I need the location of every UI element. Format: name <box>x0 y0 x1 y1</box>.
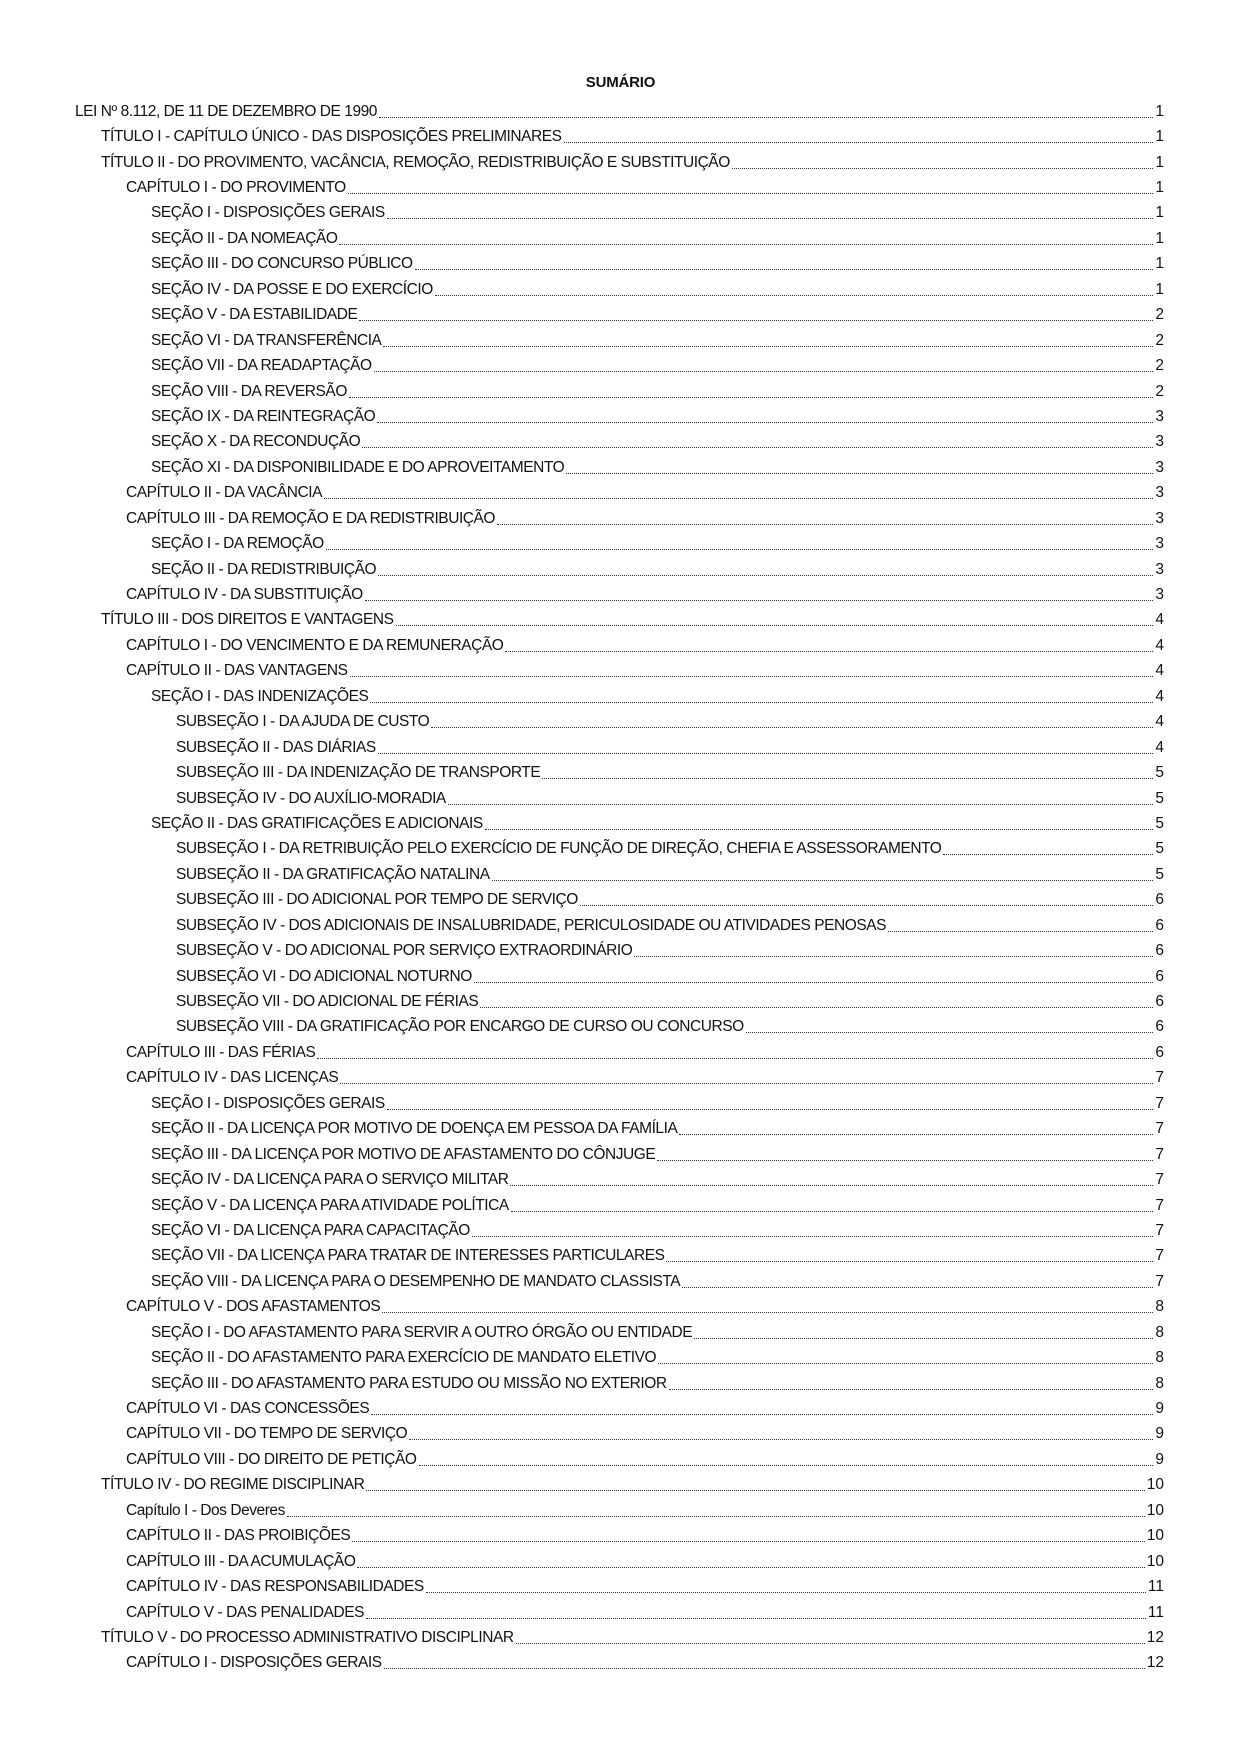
dot-leader <box>888 931 1153 932</box>
toc-entry-label: SEÇÃO VI - DA TRANSFERÊNCIA <box>151 331 382 349</box>
toc-entry[interactable] <box>0 989 1241 1014</box>
toc-entry-label: SEÇÃO I - DAS INDENIZAÇÕES <box>151 687 369 705</box>
toc-entry-label: SEÇÃO II - DAS GRATIFICAÇÕES E ADICIONAIS <box>151 814 483 832</box>
toc-entry-page-number: 4 <box>1155 611 1164 629</box>
dot-leader <box>732 168 1154 169</box>
toc-entry[interactable] <box>0 1396 1241 1421</box>
toc-entry-page-number: 6 <box>1155 916 1164 934</box>
table-of-contents <box>0 99 1241 1676</box>
toc-entry-label: CAPÍTULO III - DA REMOÇÃO E DA REDISTRIBUIÇÃO <box>126 509 496 527</box>
toc-entry[interactable] <box>0 964 1241 989</box>
toc-entry-page-number: 5 <box>1155 764 1164 782</box>
toc-entry[interactable] <box>0 252 1241 277</box>
dot-leader <box>287 1516 1145 1517</box>
toc-entry[interactable] <box>0 710 1241 735</box>
toc-entry[interactable] <box>0 379 1241 404</box>
toc-entry[interactable] <box>0 1574 1241 1599</box>
toc-entry-label: SUBSEÇÃO II - DAS DIÁRIAS <box>176 738 376 756</box>
toc-entry-label: CAPÍTULO VIII - DO DIREITO DE PETIÇÃO <box>126 1450 417 1468</box>
toc-entry[interactable] <box>0 353 1241 378</box>
toc-entry[interactable] <box>0 1625 1241 1650</box>
toc-entry[interactable] <box>0 455 1241 480</box>
toc-entry-label: CAPÍTULO VII - DO TEMPO DE SERVIÇO <box>126 1425 408 1443</box>
toc-entry[interactable] <box>0 1066 1241 1091</box>
toc-entry[interactable] <box>0 811 1241 836</box>
toc-entry-label: CAPÍTULO III - DAS FÉRIAS <box>126 1043 316 1061</box>
dot-leader <box>497 524 1153 525</box>
toc-entry-label: SEÇÃO I - DISPOSIÇÕES GERAIS <box>151 204 385 222</box>
dot-leader <box>542 778 1153 779</box>
dot-leader <box>350 676 1154 677</box>
toc-entry-page-number: 8 <box>1155 1323 1164 1341</box>
dot-leader <box>679 1134 1153 1135</box>
toc-entry-page-number: 1 <box>1155 128 1164 146</box>
toc-entry-label: SUBSEÇÃO IV - DO AUXÍLIO-MORADIA <box>176 789 446 807</box>
toc-entry[interactable] <box>0 1473 1241 1498</box>
toc-entry-page-number: 7 <box>1155 1196 1164 1214</box>
toc-entry-label: CAPÍTULO VI - DAS CONCESSÕES <box>126 1400 370 1418</box>
toc-entry[interactable] <box>0 557 1241 582</box>
toc-entry-label: TÍTULO I - CAPÍTULO ÚNICO - DAS DISPOSIÇÕES PRELIMINARES <box>101 128 562 146</box>
toc-entry[interactable] <box>0 201 1241 226</box>
dot-leader <box>657 1160 1153 1161</box>
toc-entry-label: SEÇÃO V - DA LICENÇA PARA ATIVIDADE POLÍTICA <box>151 1196 509 1214</box>
toc-entry-label: SUBSEÇÃO VI - DO ADICIONAL NOTURNO <box>176 967 472 985</box>
dot-leader <box>435 295 1154 296</box>
toc-entry-page-number: 3 <box>1155 407 1164 425</box>
toc-entry-page-number: 4 <box>1155 636 1164 654</box>
toc-entry-page-number: 10 <box>1146 1527 1164 1545</box>
dot-leader <box>510 1185 1153 1186</box>
toc-entry-page-number: 5 <box>1155 840 1164 858</box>
toc-entry-label: SEÇÃO IX - DA REINTEGRAÇÃO <box>151 407 376 425</box>
toc-entry-label: SEÇÃO I - DO AFASTAMENTO PARA SERVIR A OUTRO ÓRGÃO OU ENTIDADE <box>151 1323 693 1341</box>
toc-entry-page-number: 1 <box>1155 204 1164 222</box>
toc-entry-label: SEÇÃO IV - DA LICENÇA PARA O SERVIÇO MILITAR <box>151 1171 509 1189</box>
toc-entry-page-number: 5 <box>1155 789 1164 807</box>
toc-entry-label: SEÇÃO III - DO CONCURSO PÚBLICO <box>151 255 413 273</box>
dot-leader <box>485 829 1154 830</box>
toc-entry[interactable] <box>0 1193 1241 1218</box>
toc-entry[interactable] <box>0 277 1241 302</box>
dot-leader <box>387 218 1154 219</box>
dot-leader <box>419 1465 1154 1466</box>
toc-entry-label: SEÇÃO VIII - DA REVERSÃO <box>151 382 347 400</box>
toc-entry[interactable] <box>0 837 1241 862</box>
toc-entry-page-number: 12 <box>1146 1654 1164 1672</box>
toc-entry[interactable] <box>0 1549 1241 1574</box>
dot-leader <box>474 982 1153 983</box>
toc-entry-label: SEÇÃO II - DA NOMEAÇÃO <box>151 229 338 247</box>
toc-entry-label: SEÇÃO II - DA REDISTRIBUIÇÃO <box>151 560 377 578</box>
toc-entry-page-number: 7 <box>1155 1145 1164 1163</box>
toc-entry-label: CAPÍTULO IV - DAS RESPONSABILIDADES <box>126 1578 424 1596</box>
toc-entry-page-number: 1 <box>1155 179 1164 197</box>
dot-leader <box>340 1083 1153 1084</box>
dot-leader <box>634 956 1153 957</box>
dot-leader <box>359 320 1153 321</box>
dot-leader <box>384 1668 1145 1669</box>
toc-entry-page-number: 1 <box>1155 153 1164 171</box>
toc-entry[interactable] <box>0 735 1241 760</box>
toc-entry-page-number: 3 <box>1155 458 1164 476</box>
toc-entry-label: SEÇÃO III - DO AFASTAMENTO PARA ESTUDO OU MISSÃO NO EXTERIOR <box>151 1374 667 1392</box>
dot-leader <box>669 1389 1154 1390</box>
toc-entry-label: SEÇÃO III - DA LICENÇA POR MOTIVO DE AFASTAMENTO DO CÔNJUGE <box>151 1145 656 1163</box>
toc-entry-page-number: 5 <box>1155 814 1164 832</box>
toc-entry-label: SUBSEÇÃO III - DA INDENIZAÇÃO DE TRANSPORTE <box>176 764 541 782</box>
toc-entry[interactable] <box>0 862 1241 887</box>
toc-entry-page-number: 1 <box>1155 229 1164 247</box>
toc-entry[interactable] <box>0 1091 1241 1116</box>
toc-entry-label: CAPÍTULO III - DA ACUMULAÇÃO <box>126 1552 356 1570</box>
toc-entry-label: TÍTULO II - DO PROVIMENTO, VACÂNCIA, REMOÇÃO, REDISTRIBUIÇÃO E SUBSTITUIÇÃO <box>101 153 730 171</box>
toc-entry-page-number: 3 <box>1155 484 1164 502</box>
dot-leader <box>371 1414 1153 1415</box>
dot-leader <box>516 1643 1145 1644</box>
dot-leader <box>943 854 1153 855</box>
toc-entry-page-number: 4 <box>1155 662 1164 680</box>
toc-entry[interactable] <box>0 1524 1241 1549</box>
toc-entry-label: SEÇÃO II - DO AFASTAMENTO PARA EXERCÍCIO DE MANDATO ELETIVO <box>151 1349 657 1367</box>
dot-leader <box>472 1236 1154 1237</box>
toc-entry[interactable] <box>0 582 1241 607</box>
toc-entry[interactable] <box>0 938 1241 963</box>
toc-entry[interactable] <box>0 1371 1241 1396</box>
toc-entry-label: SEÇÃO VIII - DA LICENÇA PARA O DESEMPENHO DE MANDATO CLASSISTA <box>151 1272 681 1290</box>
dot-leader <box>324 498 1153 499</box>
toc-entry[interactable] <box>0 404 1241 429</box>
toc-entry-page-number: 7 <box>1155 1221 1164 1239</box>
toc-entry-page-number: 1 <box>1155 255 1164 273</box>
dot-leader <box>396 625 1154 626</box>
toc-entry-page-number: 3 <box>1155 560 1164 578</box>
toc-entry[interactable] <box>0 1600 1241 1625</box>
toc-entry-label: SUBSEÇÃO VII - DO ADICIONAL DE FÉRIAS <box>176 993 479 1011</box>
dot-leader <box>694 1338 1153 1339</box>
toc-entry[interactable] <box>0 506 1241 531</box>
toc-entry-page-number: 11 <box>1147 1603 1164 1621</box>
toc-entry[interactable] <box>0 481 1241 506</box>
toc-entry-label: TÍTULO III - DOS DIREITOS E VANTAGENS <box>101 611 394 629</box>
toc-entry-page-number: 6 <box>1155 891 1164 909</box>
dot-leader <box>357 1567 1144 1568</box>
toc-entry-page-number: 2 <box>1155 357 1164 375</box>
toc-entry-page-number: 6 <box>1155 993 1164 1011</box>
toc-entry[interactable] <box>0 1218 1241 1243</box>
toc-entry[interactable] <box>0 760 1241 785</box>
dot-leader <box>366 1618 1146 1619</box>
dot-leader <box>370 702 1153 703</box>
toc-entry-label: SEÇÃO VI - DA LICENÇA PARA CAPACITAÇÃO <box>151 1221 470 1239</box>
toc-entry-page-number: 7 <box>1155 1094 1164 1112</box>
dot-leader <box>415 269 1154 270</box>
toc-entry[interactable] <box>0 1651 1241 1676</box>
toc-entry-page-number: 12 <box>1146 1628 1164 1646</box>
toc-entry-label: TÍTULO V - DO PROCESSO ADMINISTRATIVO DISCIPLINAR <box>101 1628 514 1646</box>
toc-entry-label: SUBSEÇÃO I - DA AJUDA DE CUSTO <box>176 713 430 731</box>
toc-entry-page-number: 1 <box>1155 102 1164 120</box>
toc-entry-label: SEÇÃO VII - DA LICENÇA PARA TRATAR DE INTERESSES PARTICULARES <box>151 1247 665 1265</box>
toc-entry[interactable] <box>0 99 1241 124</box>
toc-entry[interactable] <box>0 1142 1241 1167</box>
toc-entry[interactable] <box>0 1015 1241 1040</box>
toc-entry[interactable] <box>0 1040 1241 1065</box>
toc-entry-label: SEÇÃO VII - DA READAPTAÇÃO <box>151 357 372 375</box>
toc-entry-page-number: 3 <box>1155 509 1164 527</box>
toc-entry-label: CAPÍTULO II - DAS VANTAGENS <box>126 662 348 680</box>
toc-entry[interactable] <box>0 226 1241 251</box>
toc-entry[interactable] <box>0 888 1241 913</box>
dot-leader <box>362 447 1153 448</box>
toc-entry-page-number: 6 <box>1155 1018 1164 1036</box>
toc-entry-label: SEÇÃO I - DA REMOÇÃO <box>151 535 324 553</box>
toc-entry-label: SEÇÃO I - DISPOSIÇÕES GERAIS <box>151 1094 385 1112</box>
toc-entry[interactable] <box>0 1320 1241 1345</box>
toc-entry-page-number: 3 <box>1155 433 1164 451</box>
dot-leader <box>426 1592 1146 1593</box>
toc-entry-page-number: 7 <box>1155 1069 1164 1087</box>
toc-entry[interactable] <box>0 786 1241 811</box>
toc-entry[interactable] <box>0 1345 1241 1370</box>
toc-entry-label: CAPÍTULO I - DISPOSIÇÕES GERAIS <box>126 1654 382 1672</box>
toc-entry-label: SEÇÃO IV - DA POSSE E DO EXERCÍCIO <box>151 280 433 298</box>
toc-entry-label: CAPÍTULO IV - DAS LICENÇAS <box>126 1069 339 1087</box>
toc-entry-page-number: 3 <box>1155 535 1164 553</box>
toc-entry[interactable] <box>0 1498 1241 1523</box>
toc-entry-label: SUBSEÇÃO VIII - DA GRATIFICAÇÃO POR ENCARGO DE CURSO OU CONCURSO <box>176 1018 744 1036</box>
dot-leader <box>492 880 1154 881</box>
toc-entry-label: SEÇÃO II - DA LICENÇA POR MOTIVO DE DOENÇA EM PESSOA DA FAMÍLIA <box>151 1120 678 1138</box>
toc-entry-label: CAPÍTULO II - DAS PROIBIÇÕES <box>126 1527 351 1545</box>
dot-leader <box>339 244 1153 245</box>
dot-leader <box>580 905 1154 906</box>
dot-leader <box>349 397 1153 398</box>
toc-entry-label: SUBSEÇÃO I - DA RETRIBUIÇÃO PELO EXERCÍCIO DE FUNÇÃO DE DIREÇÃO, CHEFIA E ASSESSORAMENTO <box>176 840 942 858</box>
toc-entry[interactable] <box>0 1244 1241 1269</box>
toc-entry-page-number: 1 <box>1155 280 1164 298</box>
dot-leader <box>658 1363 1153 1364</box>
toc-entry[interactable] <box>0 1295 1241 1320</box>
dot-leader <box>746 1032 1154 1033</box>
dot-leader <box>326 549 1154 550</box>
toc-entry-page-number: 4 <box>1155 687 1164 705</box>
toc-entry-page-number: 10 <box>1146 1476 1164 1494</box>
dot-leader <box>480 1007 1153 1008</box>
toc-entry-page-number: 8 <box>1155 1349 1164 1367</box>
dot-leader <box>366 1490 1144 1491</box>
dot-leader <box>682 1287 1153 1288</box>
dot-leader <box>374 371 1154 372</box>
dot-leader <box>382 1312 1153 1313</box>
toc-entry-page-number: 6 <box>1155 942 1164 960</box>
toc-entry-page-number: 11 <box>1147 1578 1164 1596</box>
toc-entry-label: LEI Nº 8.112, DE 11 DE DEZEMBRO DE 1990 <box>75 102 377 120</box>
toc-entry-label: SEÇÃO X - DA RECONDUÇÃO <box>151 433 361 451</box>
toc-entry-page-number: 7 <box>1155 1120 1164 1138</box>
toc-entry-page-number: 4 <box>1155 713 1164 731</box>
dot-leader <box>317 1058 1153 1059</box>
toc-entry-page-number: 9 <box>1155 1425 1164 1443</box>
dot-leader <box>448 804 1154 805</box>
toc-entry-page-number: 10 <box>1146 1501 1164 1519</box>
dot-leader <box>383 346 1153 347</box>
toc-entry[interactable] <box>0 175 1241 200</box>
toc-entry-page-number: 7 <box>1155 1247 1164 1265</box>
toc-entry-label: CAPÍTULO V - DAS PENALIDADES <box>126 1603 365 1621</box>
toc-entry[interactable] <box>0 684 1241 709</box>
toc-entry-page-number: 2 <box>1155 382 1164 400</box>
toc-entry[interactable] <box>0 1422 1241 1447</box>
toc-entry-page-number: 8 <box>1155 1374 1164 1392</box>
toc-entry[interactable] <box>0 608 1241 633</box>
toc-entry-label: SUBSEÇÃO IV - DOS ADICIONAIS DE INSALUBRIDADE, PERICULOSIDADE OU ATIVIDADES PENOSAS <box>176 916 886 934</box>
toc-entry-page-number: 6 <box>1155 967 1164 985</box>
toc-entry-page-number: 5 <box>1155 865 1164 883</box>
toc-entry[interactable] <box>0 659 1241 684</box>
dot-leader <box>352 1541 1144 1542</box>
dot-leader <box>377 422 1153 423</box>
toc-title: SUMÁRIO <box>585 74 656 91</box>
toc-entry-label: CAPÍTULO V - DOS AFASTAMENTOS <box>126 1298 381 1316</box>
toc-entry-page-number: 10 <box>1146 1552 1164 1570</box>
dot-leader <box>378 753 1154 754</box>
toc-entry[interactable] <box>0 430 1241 455</box>
toc-entry-page-number: 8 <box>1155 1298 1164 1316</box>
dot-leader <box>666 1261 1153 1262</box>
toc-entry[interactable] <box>0 1269 1241 1294</box>
toc-entry-label: CAPÍTULO IV - DA SUBSTITUIÇÃO <box>126 586 363 604</box>
toc-entry[interactable] <box>0 124 1241 149</box>
toc-entry[interactable] <box>0 1167 1241 1192</box>
dot-leader <box>566 473 1153 474</box>
toc-entry-label: SUBSEÇÃO III - DO ADICIONAL POR TEMPO DE SERVIÇO <box>176 891 578 909</box>
toc-entry-label: TÍTULO IV - DO REGIME DISCIPLINAR <box>101 1476 365 1494</box>
toc-entry-label: SUBSEÇÃO V - DO ADICIONAL POR SERVIÇO EXTRAORDINÁRIO <box>176 942 633 960</box>
toc-entry-page-number: 9 <box>1155 1400 1164 1418</box>
toc-entry-page-number: 6 <box>1155 1043 1164 1061</box>
toc-entry-label: CAPÍTULO I - DO VENCIMENTO E DA REMUNERAÇÃO <box>126 636 504 654</box>
toc-entry-page-number: 9 <box>1155 1450 1164 1468</box>
toc-entry-page-number: 3 <box>1155 586 1164 604</box>
dot-leader <box>409 1439 1153 1440</box>
dot-leader <box>387 1109 1154 1110</box>
toc-entry-page-number: 2 <box>1155 331 1164 349</box>
dot-leader <box>505 651 1153 652</box>
dot-leader <box>378 575 1153 576</box>
toc-entry[interactable] <box>0 1447 1241 1472</box>
toc-entry[interactable] <box>0 1117 1241 1142</box>
toc-entry-label: SUBSEÇÃO II - DA GRATIFICAÇÃO NATALINA <box>176 865 490 883</box>
toc-entry[interactable] <box>0 531 1241 556</box>
toc-entry[interactable] <box>0 303 1241 328</box>
dot-leader <box>564 142 1154 143</box>
dot-leader <box>431 727 1153 728</box>
dot-leader <box>365 600 1154 601</box>
toc-entry[interactable] <box>0 328 1241 353</box>
toc-entry-page-number: 2 <box>1155 306 1164 324</box>
toc-entry-page-number: 7 <box>1155 1171 1164 1189</box>
toc-entry[interactable] <box>0 633 1241 658</box>
toc-entry-label: Capítulo I - Dos Deveres <box>126 1501 285 1519</box>
toc-entry-label: CAPÍTULO I - DO PROVIMENTO <box>126 179 346 197</box>
dot-leader <box>379 117 1153 118</box>
dot-leader <box>511 1211 1154 1212</box>
toc-entry-page-number: 4 <box>1155 738 1164 756</box>
toc-entry[interactable] <box>0 150 1241 175</box>
toc-entry[interactable] <box>0 913 1241 938</box>
toc-entry-label: SEÇÃO XI - DA DISPONIBILIDADE E DO APROVEITAMENTO <box>151 458 565 476</box>
toc-entry-label: CAPÍTULO II - DA VACÂNCIA <box>126 484 323 502</box>
toc-entry-page-number: 7 <box>1155 1272 1164 1290</box>
toc-entry-label: SEÇÃO V - DA ESTABILIDADE <box>151 306 358 324</box>
dot-leader <box>348 193 1154 194</box>
